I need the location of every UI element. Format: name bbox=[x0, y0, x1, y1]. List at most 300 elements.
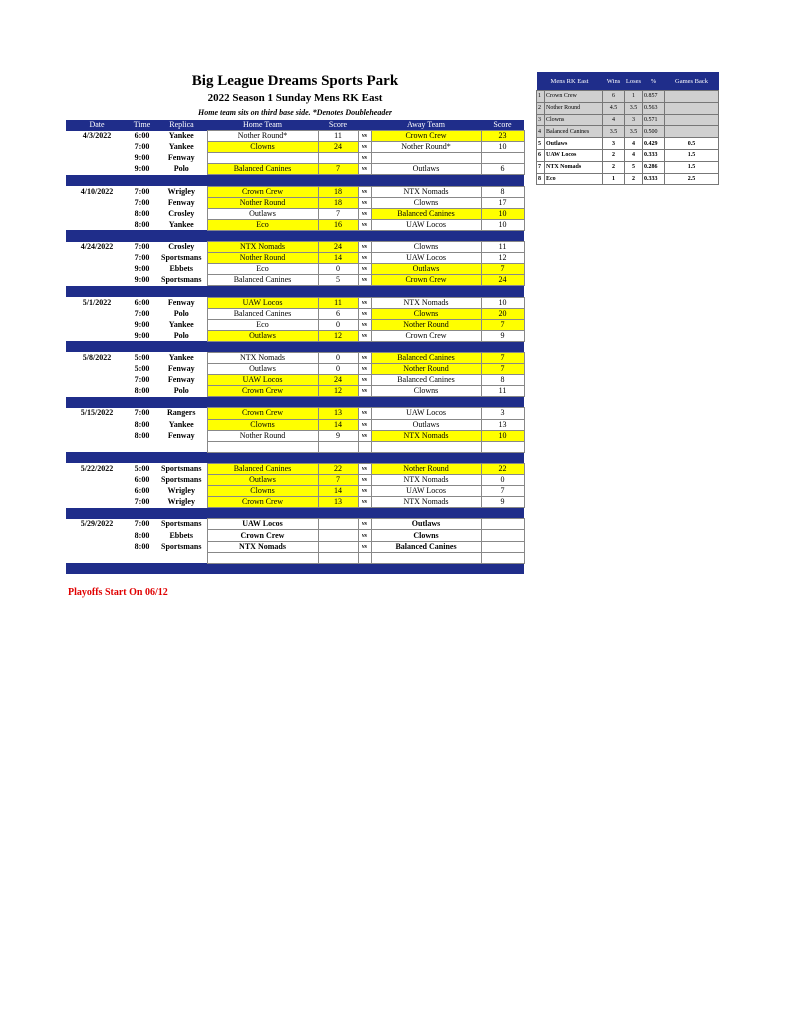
vs-label: vs bbox=[358, 408, 371, 419]
game-time: 6:00 bbox=[134, 475, 150, 485]
table-row bbox=[66, 441, 524, 452]
vs-label: vs bbox=[358, 530, 371, 541]
home-team: Outlaws bbox=[207, 208, 318, 219]
vs-label: vs bbox=[358, 142, 371, 153]
away-score: 24 bbox=[481, 275, 524, 286]
table-row bbox=[66, 475, 524, 486]
vs-label: vs bbox=[358, 330, 371, 341]
game-time: 7:00 bbox=[134, 186, 150, 196]
game-replica: Yankee bbox=[168, 319, 194, 329]
standings-header-row bbox=[537, 72, 719, 91]
separator-cell bbox=[66, 175, 128, 186]
standings-wins: 3 bbox=[603, 138, 625, 150]
standings-pct: 0.500 bbox=[643, 126, 665, 138]
game-time: 7:00 bbox=[134, 242, 150, 252]
col-away-score: Score bbox=[481, 120, 524, 131]
standings-games-back bbox=[665, 114, 719, 126]
separator-cell bbox=[128, 452, 156, 463]
home-score: 6 bbox=[318, 308, 358, 319]
home-score: 0 bbox=[318, 364, 358, 375]
standings-row bbox=[537, 149, 719, 161]
game-replica bbox=[156, 441, 207, 452]
away-score bbox=[481, 541, 524, 552]
game-replica: Yankee bbox=[168, 353, 194, 363]
away-score bbox=[481, 441, 524, 452]
game-replica bbox=[156, 552, 207, 563]
home-score: 5 bbox=[318, 275, 358, 286]
away-score: 10 bbox=[481, 430, 524, 441]
away-team: UAW Locos bbox=[371, 408, 481, 419]
table-row bbox=[66, 530, 524, 541]
standings-pct: 0.563 bbox=[643, 102, 665, 114]
separator-cell bbox=[481, 341, 524, 352]
standings-loses: 3.5 bbox=[625, 102, 643, 114]
vs-label: vs bbox=[358, 497, 371, 508]
home-score bbox=[318, 153, 358, 164]
col-vs bbox=[358, 120, 371, 131]
separator-cell bbox=[358, 286, 371, 297]
standings-team: NTX Nomads bbox=[545, 161, 603, 173]
col-away-team: Away Team bbox=[371, 120, 481, 131]
game-replica: Crosley bbox=[168, 242, 195, 252]
home-score: 12 bbox=[318, 386, 358, 397]
standings-pct: 0.333 bbox=[643, 173, 665, 185]
home-score: 22 bbox=[318, 463, 358, 474]
standings-loses: 1 bbox=[625, 91, 643, 103]
game-date bbox=[66, 219, 128, 230]
home-score: 11 bbox=[318, 131, 358, 142]
week-separator bbox=[66, 563, 524, 574]
week-separator bbox=[66, 397, 524, 408]
home-team: Crown Crew bbox=[207, 497, 318, 508]
game-time: 5:00 bbox=[134, 463, 150, 473]
game-time: 7:00 bbox=[134, 253, 150, 263]
separator-cell bbox=[371, 563, 481, 574]
away-score: 10 bbox=[481, 219, 524, 230]
separator-cell bbox=[358, 341, 371, 352]
away-team: NTX Nomads bbox=[371, 475, 481, 486]
separator-cell bbox=[481, 508, 524, 519]
away-team: Clowns bbox=[371, 242, 481, 253]
week-separator bbox=[66, 508, 524, 519]
table-row bbox=[66, 264, 524, 275]
game-time: 7:00 bbox=[134, 497, 150, 507]
separator-cell bbox=[128, 508, 156, 519]
vs-label: vs bbox=[358, 219, 371, 230]
away-score: 7 bbox=[481, 486, 524, 497]
separator-cell bbox=[128, 563, 156, 574]
away-score bbox=[481, 519, 524, 530]
game-replica: Fenway bbox=[167, 375, 195, 385]
game-date bbox=[66, 486, 128, 497]
game-date bbox=[66, 330, 128, 341]
table-row bbox=[66, 364, 524, 375]
game-time bbox=[128, 552, 156, 563]
vs-label bbox=[358, 441, 371, 452]
game-date: 5/22/2022 bbox=[80, 463, 114, 473]
away-team: UAW Locos bbox=[371, 486, 481, 497]
standings-loses: 5 bbox=[625, 161, 643, 173]
game-replica: Fenway bbox=[167, 364, 195, 374]
vs-label: vs bbox=[358, 164, 371, 175]
game-replica: Fenway bbox=[167, 430, 195, 440]
away-team: Nother Round* bbox=[371, 142, 481, 153]
home-team: UAW Locos bbox=[207, 375, 318, 386]
standings-games-back bbox=[665, 126, 719, 138]
home-score: 13 bbox=[318, 497, 358, 508]
table-row bbox=[66, 242, 524, 253]
vs-label: vs bbox=[358, 541, 371, 552]
game-time: 9:00 bbox=[134, 164, 150, 174]
season-title: 2022 Season 1 Sunday Mens RK East bbox=[207, 92, 383, 104]
away-score: 10 bbox=[481, 208, 524, 219]
standings-games-back: 1.5 bbox=[665, 161, 719, 173]
standings-row bbox=[537, 102, 719, 114]
vs-label: vs bbox=[358, 208, 371, 219]
away-score: 9 bbox=[481, 330, 524, 341]
table-row bbox=[66, 552, 524, 563]
home-score: 7 bbox=[318, 164, 358, 175]
game-replica: Yankee bbox=[168, 419, 194, 429]
vs-label: vs bbox=[358, 352, 371, 363]
home-team bbox=[207, 441, 318, 452]
col-replica: Replica bbox=[156, 120, 207, 131]
table-row bbox=[66, 386, 524, 397]
vs-label: vs bbox=[358, 386, 371, 397]
game-date bbox=[66, 319, 128, 330]
game-replica: Sportsmans bbox=[161, 253, 202, 263]
game-time: 5:00 bbox=[134, 364, 150, 374]
separator-cell bbox=[371, 230, 481, 241]
home-team: Nother Round* bbox=[207, 131, 318, 142]
home-team: Balanced Canines bbox=[207, 463, 318, 474]
separator-cell bbox=[66, 563, 128, 574]
home-team: UAW Locos bbox=[207, 519, 318, 530]
home-score: 12 bbox=[318, 330, 358, 341]
separator-cell bbox=[371, 341, 481, 352]
schedule-body bbox=[66, 131, 524, 574]
week-separator bbox=[66, 230, 524, 241]
vs-label: vs bbox=[358, 297, 371, 308]
game-time: 6:00 bbox=[134, 486, 150, 496]
away-score: 7 bbox=[481, 264, 524, 275]
away-team: Clowns bbox=[371, 308, 481, 319]
game-time: 8:00 bbox=[134, 208, 150, 218]
table-row bbox=[66, 164, 524, 175]
table-row bbox=[66, 308, 524, 319]
standings-row bbox=[537, 161, 719, 173]
standings-row bbox=[537, 91, 719, 103]
standings-pct: 0.857 bbox=[643, 91, 665, 103]
separator-cell bbox=[318, 452, 358, 463]
separator-cell bbox=[481, 286, 524, 297]
game-replica: Yankee bbox=[168, 219, 194, 229]
standings-team: Eco bbox=[545, 173, 603, 185]
home-score: 16 bbox=[318, 219, 358, 230]
standings-body bbox=[537, 91, 719, 185]
separator-cell bbox=[156, 397, 207, 408]
standings-row bbox=[537, 114, 719, 126]
separator-cell bbox=[481, 452, 524, 463]
game-date: 4/10/2022 bbox=[80, 186, 114, 196]
away-score: 0 bbox=[481, 475, 524, 486]
game-time: 7:00 bbox=[134, 197, 150, 207]
separator-cell bbox=[371, 397, 481, 408]
away-team: Balanced Canines bbox=[371, 541, 481, 552]
separator-cell bbox=[371, 452, 481, 463]
standings-games-back bbox=[665, 91, 719, 103]
home-team: Clowns bbox=[207, 142, 318, 153]
separator-cell bbox=[66, 286, 128, 297]
separator-cell bbox=[128, 397, 156, 408]
game-date: 5/1/2022 bbox=[82, 297, 112, 307]
week-separator bbox=[66, 341, 524, 352]
standings-team: UAW Locos bbox=[545, 149, 603, 161]
game-replica: Polo bbox=[173, 308, 189, 318]
standings-wins: 4 bbox=[603, 114, 625, 126]
table-row bbox=[66, 430, 524, 441]
home-score: 11 bbox=[318, 297, 358, 308]
separator-cell bbox=[318, 230, 358, 241]
table-row bbox=[66, 319, 524, 330]
vs-label: vs bbox=[358, 264, 371, 275]
home-team: Balanced Canines bbox=[207, 164, 318, 175]
standings-pct: 0.286 bbox=[643, 161, 665, 173]
separator-cell bbox=[128, 286, 156, 297]
home-score: 14 bbox=[318, 419, 358, 430]
game-replica: Fenway bbox=[167, 153, 195, 163]
away-team: NTX Nomads bbox=[371, 297, 481, 308]
table-row bbox=[66, 253, 524, 264]
standings-wins: 1 bbox=[603, 173, 625, 185]
home-score bbox=[318, 530, 358, 541]
separator-cell bbox=[207, 230, 318, 241]
game-replica: Ebbets bbox=[169, 530, 194, 540]
vs-label: vs bbox=[358, 197, 371, 208]
vs-label: vs bbox=[358, 475, 371, 486]
game-date bbox=[66, 153, 128, 164]
vs-label: vs bbox=[358, 275, 371, 286]
standings-rank: 4 bbox=[537, 126, 545, 138]
table-row bbox=[66, 197, 524, 208]
away-score: 8 bbox=[481, 375, 524, 386]
away-team: Crown Crew bbox=[371, 131, 481, 142]
game-time: 7:00 bbox=[134, 519, 150, 529]
away-score: 7 bbox=[481, 364, 524, 375]
separator-cell bbox=[207, 286, 318, 297]
game-replica: Rangers bbox=[167, 408, 196, 418]
game-time: 7:00 bbox=[134, 375, 150, 385]
separator-cell bbox=[128, 230, 156, 241]
away-score bbox=[481, 153, 524, 164]
home-team: Eco bbox=[207, 319, 318, 330]
standings-wins: 4.5 bbox=[603, 102, 625, 114]
schedule-table bbox=[66, 120, 525, 574]
vs-label: vs bbox=[358, 430, 371, 441]
separator-cell bbox=[66, 508, 128, 519]
standings-team: Clowns bbox=[545, 114, 603, 126]
standings-pct: 0.333 bbox=[643, 149, 665, 161]
col-date: Date bbox=[66, 120, 128, 131]
vs-label: vs bbox=[358, 153, 371, 164]
game-time: 6:00 bbox=[134, 131, 150, 141]
standings-row bbox=[537, 126, 719, 138]
table-row bbox=[66, 219, 524, 230]
vs-label: vs bbox=[358, 463, 371, 474]
game-replica: Polo bbox=[173, 386, 189, 396]
away-team: Outlaws bbox=[371, 264, 481, 275]
home-score: 7 bbox=[318, 475, 358, 486]
game-replica: Polo bbox=[173, 330, 189, 340]
game-date bbox=[66, 142, 128, 153]
game-date bbox=[66, 430, 128, 441]
separator-cell bbox=[207, 397, 318, 408]
schedule-header-row bbox=[66, 120, 524, 131]
standings-team: Crown Crew bbox=[545, 91, 603, 103]
away-score bbox=[481, 552, 524, 563]
away-team bbox=[371, 153, 481, 164]
vs-label: vs bbox=[358, 375, 371, 386]
vs-label: vs bbox=[358, 131, 371, 142]
game-replica: Wrigley bbox=[167, 497, 195, 507]
vs-label: vs bbox=[358, 242, 371, 253]
game-date: 5/8/2022 bbox=[82, 353, 112, 363]
separator-cell bbox=[371, 508, 481, 519]
note-line: Home team sits on third base side. *Denotes Doubleheader bbox=[198, 108, 392, 117]
away-score: 22 bbox=[481, 463, 524, 474]
standings-rank: 2 bbox=[537, 102, 545, 114]
standings-rank: 7 bbox=[537, 161, 545, 173]
table-row bbox=[66, 541, 524, 552]
game-replica: Yankee bbox=[168, 142, 194, 152]
game-date bbox=[66, 541, 128, 552]
away-team: UAW Locos bbox=[371, 253, 481, 264]
home-score: 24 bbox=[318, 242, 358, 253]
game-time: 9:00 bbox=[134, 153, 150, 163]
separator-cell bbox=[358, 508, 371, 519]
standings-col-wins: Wins bbox=[603, 72, 625, 91]
standings-pct: 0.571 bbox=[643, 114, 665, 126]
standings-col-games-back: Games Back bbox=[665, 72, 719, 91]
separator-cell bbox=[156, 341, 207, 352]
home-team: Nother Round bbox=[207, 430, 318, 441]
separator-cell bbox=[156, 230, 207, 241]
away-team: NTX Nomads bbox=[371, 497, 481, 508]
table-row bbox=[66, 131, 524, 142]
away-team: Clowns bbox=[371, 197, 481, 208]
standings-wins: 2 bbox=[603, 149, 625, 161]
home-team: Outlaws bbox=[207, 330, 318, 341]
vs-label bbox=[358, 552, 371, 563]
away-team: Crown Crew bbox=[371, 330, 481, 341]
home-team: Balanced Canines bbox=[207, 308, 318, 319]
standings-pct: 0.429 bbox=[643, 138, 665, 150]
away-team: Nother Round bbox=[371, 463, 481, 474]
table-row bbox=[66, 519, 524, 530]
game-time: 8:00 bbox=[134, 419, 150, 429]
away-team: Outlaws bbox=[371, 419, 481, 430]
home-team: Nother Round bbox=[207, 253, 318, 264]
game-date bbox=[66, 275, 128, 286]
standings-col-pct: % bbox=[643, 72, 665, 91]
home-team: Crown Crew bbox=[207, 530, 318, 541]
game-date bbox=[66, 375, 128, 386]
table-row bbox=[66, 186, 524, 197]
table-row bbox=[66, 408, 524, 419]
away-score: 17 bbox=[481, 197, 524, 208]
standings-rank: 8 bbox=[537, 173, 545, 185]
game-date bbox=[66, 475, 128, 486]
game-time: 8:00 bbox=[134, 530, 150, 540]
page-title: Big League Dreams Sports Park bbox=[191, 73, 399, 89]
separator-cell bbox=[481, 175, 524, 186]
separator-cell bbox=[207, 175, 318, 186]
separator-cell bbox=[318, 175, 358, 186]
away-team: Outlaws bbox=[371, 164, 481, 175]
home-score: 18 bbox=[318, 197, 358, 208]
away-team: UAW Locos bbox=[371, 219, 481, 230]
home-team: Clowns bbox=[207, 419, 318, 430]
home-score bbox=[318, 541, 358, 552]
col-time: Time bbox=[128, 120, 156, 131]
game-date bbox=[66, 441, 128, 452]
home-score: 14 bbox=[318, 253, 358, 264]
standings-row bbox=[537, 138, 719, 150]
away-score: 8 bbox=[481, 186, 524, 197]
game-replica: Sportsmans bbox=[161, 463, 202, 473]
table-row bbox=[66, 153, 524, 164]
standings-loses: 2 bbox=[625, 173, 643, 185]
game-date bbox=[66, 264, 128, 275]
separator-cell bbox=[156, 175, 207, 186]
game-date: 5/15/2022 bbox=[80, 408, 114, 418]
home-team bbox=[207, 552, 318, 563]
vs-label: vs bbox=[358, 519, 371, 530]
game-time: 8:00 bbox=[134, 386, 150, 396]
game-date bbox=[66, 530, 128, 541]
game-time: 7:00 bbox=[134, 308, 150, 318]
table-row bbox=[66, 275, 524, 286]
separator-cell bbox=[156, 286, 207, 297]
game-date: 5/29/2022 bbox=[80, 519, 114, 529]
table-row bbox=[66, 208, 524, 219]
home-team: Crown Crew bbox=[207, 386, 318, 397]
away-score: 9 bbox=[481, 497, 524, 508]
separator-cell bbox=[358, 230, 371, 241]
home-team bbox=[207, 153, 318, 164]
home-team: NTX Nomads bbox=[207, 541, 318, 552]
vs-label: vs bbox=[358, 319, 371, 330]
standings-title: Mens RK East bbox=[537, 72, 603, 91]
separator-cell bbox=[318, 508, 358, 519]
separator-cell bbox=[358, 397, 371, 408]
vs-label: vs bbox=[358, 419, 371, 430]
game-date: 4/3/2022 bbox=[82, 131, 112, 141]
away-team: Balanced Canines bbox=[371, 375, 481, 386]
game-time: 6:00 bbox=[134, 297, 150, 307]
home-team: NTX Nomads bbox=[207, 352, 318, 363]
away-score: 13 bbox=[481, 419, 524, 430]
standings-rank: 5 bbox=[537, 138, 545, 150]
game-replica: Yankee bbox=[168, 131, 194, 141]
game-time bbox=[128, 441, 156, 452]
standings-games-back: 0.5 bbox=[665, 138, 719, 150]
home-score bbox=[318, 519, 358, 530]
standings-loses: 4 bbox=[625, 149, 643, 161]
separator-cell bbox=[207, 452, 318, 463]
standings-rank: 1 bbox=[537, 91, 545, 103]
table-row bbox=[66, 330, 524, 341]
